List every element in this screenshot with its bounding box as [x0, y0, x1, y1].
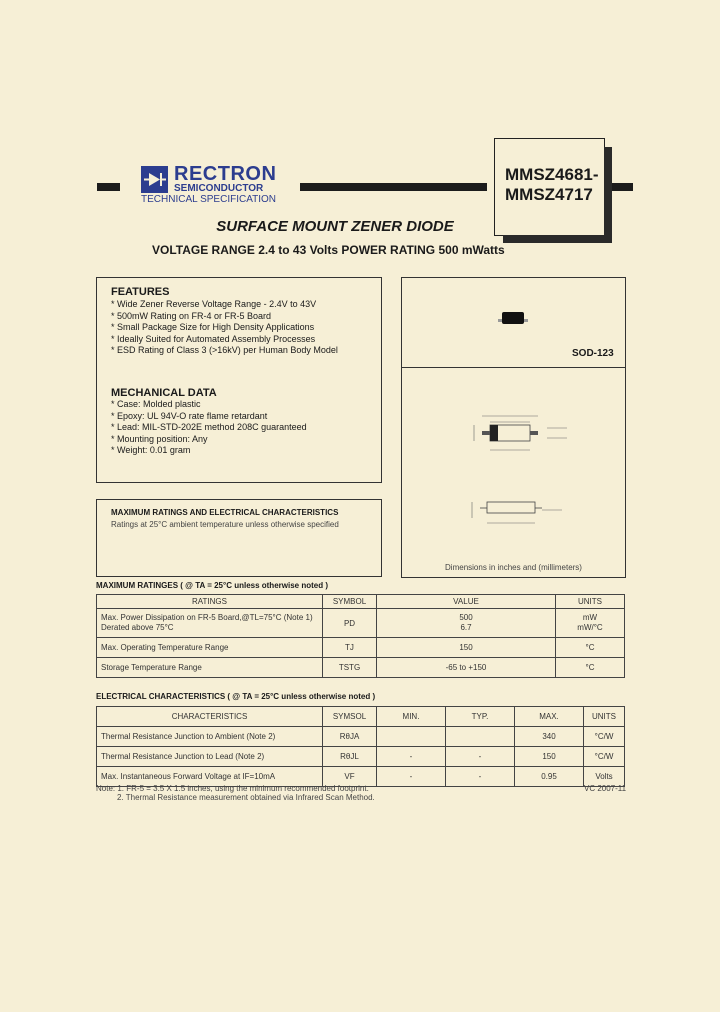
max-ratings-label: MAXIMUM RATINGES ( @ TA = 25°C unless otherwise noted ) [96, 581, 328, 590]
brand-name: RECTRON [174, 163, 277, 185]
table-cell: 150 [377, 638, 556, 658]
unit-text: mW [582, 613, 598, 622]
doc-code: VC 2007-11 [584, 784, 627, 793]
table-cell: VF [323, 767, 377, 787]
max-ratings-table [96, 594, 625, 678]
table-cell: °C [556, 658, 625, 678]
table-cell: PD [323, 609, 377, 638]
note-2: 2. Thermal Resistance measurement obtained via Infrared Scan Method. [117, 793, 375, 802]
table-cell: Max. Operating Temperature Range [97, 638, 323, 658]
table-cell: - [377, 747, 446, 767]
sod123-package-icon [498, 312, 528, 326]
feature-item: * Ideally Suited for Automated Assembly Processes [111, 333, 316, 344]
table-row [97, 747, 625, 767]
package-panel [401, 277, 626, 578]
table-header: UNITS [584, 707, 625, 727]
table-header: VALUE [377, 595, 556, 609]
brand-tech-spec: TECHNICAL SPECIFICATION [141, 194, 277, 205]
table-row [97, 727, 625, 747]
header-bar-right [611, 183, 633, 191]
table-header: RATINGS [97, 595, 323, 609]
ratings-heading-box [96, 499, 382, 577]
table-cell [97, 609, 323, 638]
ratings-heading: MAXIMUM RATINGS AND ELECTRICAL CHARACTERISTICS [111, 508, 339, 517]
mechanical-item: * Lead: MIL-STD-202E method 208C guaranteed [111, 422, 307, 432]
table-header: SYMBOL [323, 595, 377, 609]
table-cell: Volts [584, 767, 625, 787]
part-number-start: MMSZ4681- [505, 165, 599, 184]
dimension-drawing [402, 378, 625, 548]
brand-semiconductor: SEMICONDUCTOR [174, 183, 264, 194]
feature-item: * Wide Zener Reverse Voltage Range - 2.4V to 43V [111, 299, 317, 309]
elec-char-label: ELECTRICAL CHARACTERISTICS ( @ TA = 25°C unless otherwise noted ) [96, 692, 376, 701]
table-cell: Storage Temperature Range [97, 658, 323, 678]
table-row [97, 609, 625, 638]
table-cell: -65 to +150 [377, 658, 556, 678]
table-cell: °C/W [584, 747, 625, 767]
ratings-note: Ratings at 25°C ambient temperature unless otherwise specified [111, 520, 339, 529]
table-cell [377, 727, 446, 747]
table-cell: 340 [515, 727, 584, 747]
table-cell: 0.95 [515, 767, 584, 787]
mechanical-heading: MECHANICAL DATA [111, 387, 217, 399]
table-cell [556, 609, 625, 638]
table-cell: - [377, 767, 446, 787]
part-number-end: MMSZ4717 [505, 185, 593, 204]
table-cell: - [446, 747, 515, 767]
rating-text: Max. Power Dissipation on FR-5 Board,@TL=75°C (Note 1) [101, 613, 313, 622]
mechanical-item: * Epoxy: UL 94V-O rate flame retardant [111, 410, 268, 421]
table-cell: °C [556, 638, 625, 658]
table-cell: TSTG [323, 658, 377, 678]
table-cell: TJ [323, 638, 377, 658]
note-1: Note: 1. FR-5 = 3.5 X 1.5 inches, using the minimum recommended footprint. [96, 784, 369, 793]
feature-item: * Small Package Size for High Density Applications [111, 322, 315, 332]
table-cell: Thermal Resistance Junction to Lead (Note 2) [97, 747, 323, 767]
header-bar-left [97, 183, 120, 191]
rating-text: Derated above 75°C [101, 623, 174, 632]
table-cell: - [446, 767, 515, 787]
mechanical-list [111, 399, 307, 457]
table-cell: Max. Instantaneous Forward Voltage at IF=10mA [97, 767, 323, 787]
table-cell [377, 609, 556, 638]
table-header: CHARACTERISTICS [97, 707, 323, 727]
table-header: SYMSOL [323, 707, 377, 727]
document-title: SURFACE MOUNT ZENER DIODE [216, 218, 454, 235]
feature-item: * 500mW Rating on FR-4 or FR-5 Board [111, 310, 272, 321]
package-label: SOD-123 [572, 348, 614, 359]
features-list [111, 299, 338, 357]
table-row [97, 658, 625, 678]
unit-text: mW/°C [577, 623, 603, 632]
table-header-row [97, 595, 625, 609]
table-cell: 150 [515, 747, 584, 767]
value-text: 500 [459, 613, 473, 622]
elec-char-table [96, 706, 625, 787]
value-text: 6.7 [460, 623, 472, 632]
table-cell: RθJA [323, 727, 377, 747]
header-bar-middle [300, 183, 487, 191]
table-cell: °C/W [584, 727, 625, 747]
table-header-row [97, 707, 625, 727]
table-header: MAX. [515, 707, 584, 727]
table-cell [446, 727, 515, 747]
dimensions-caption: Dimensions in inches and (millimeters) [445, 563, 582, 572]
table-cell: Thermal Resistance Junction to Ambient (Note 2) [97, 727, 323, 747]
mechanical-item: * Mounting position: Any [111, 433, 208, 444]
feature-item: * ESD Rating of Class 3 (>16kV) per Human Body Model [111, 345, 338, 355]
table-header: MIN. [377, 707, 446, 727]
features-heading: FEATURES [111, 286, 170, 298]
table-cell: RθJL [323, 747, 377, 767]
table-header: UNITS [556, 595, 625, 609]
table-header: TYP. [446, 707, 515, 727]
features-panel [96, 277, 382, 483]
rectron-logo-icon [141, 166, 168, 193]
mechanical-item: * Weight: 0.01 gram [111, 445, 191, 455]
mechanical-item: * Case: Molded plastic [111, 399, 201, 409]
table-row [97, 638, 625, 658]
document-subtitle: VOLTAGE RANGE 2.4 to 43 Volts POWER RATING 500 mWatts [152, 243, 505, 257]
